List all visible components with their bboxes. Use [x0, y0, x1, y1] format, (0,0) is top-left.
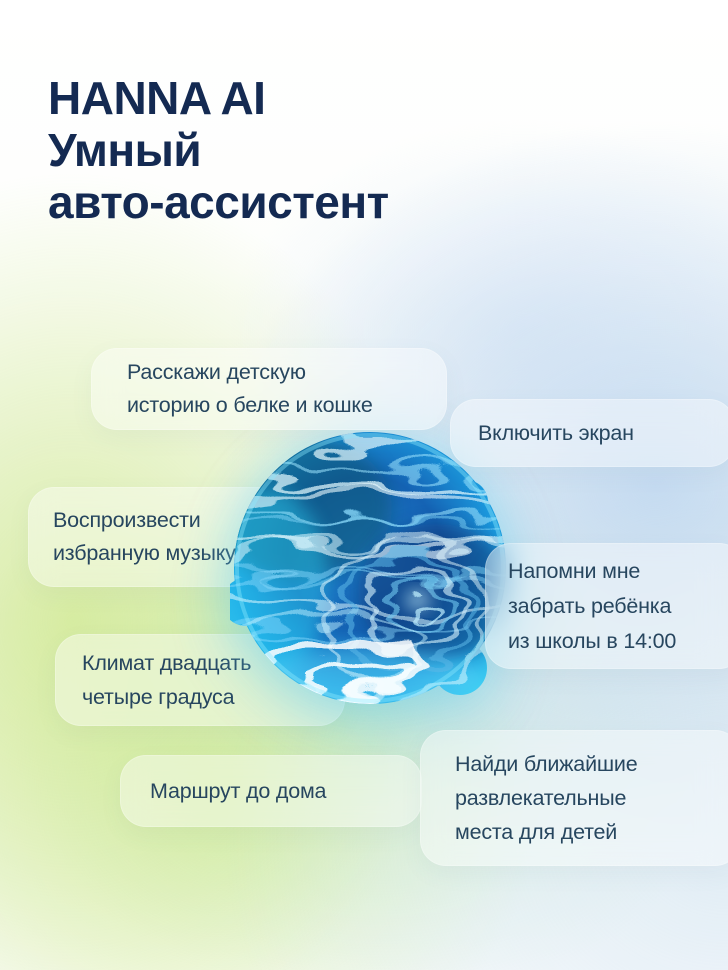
liquid-ai-sphere-icon	[230, 430, 510, 710]
bubble-text: развлекательные	[455, 786, 627, 810]
bubble-text: Климат двадцать	[82, 651, 252, 675]
voice-command-bubble-story	[91, 348, 447, 430]
page-title	[48, 72, 389, 228]
bubble-text: Включить экран	[478, 421, 634, 445]
bubble-text: места для детей	[455, 820, 618, 844]
subtitle-line-2: авто-ассистент	[48, 176, 389, 228]
bubble-text: Найди ближайшие	[455, 752, 638, 776]
voice-command-bubble-screen	[450, 399, 728, 467]
subtitle-line-1: Умный	[48, 124, 202, 176]
voice-command-bubble-route	[120, 755, 422, 827]
brand-name: HANNA AI	[48, 72, 266, 124]
bubble-text: забрать ребёнка	[508, 593, 672, 618]
bubble-text: историю о белке и кошке	[127, 393, 373, 417]
voice-command-bubble-reminder	[485, 543, 728, 669]
voice-command-bubble-places	[420, 730, 728, 866]
bubble-text: избранную музыку	[53, 541, 236, 565]
bubble-text: Воспроизвести	[53, 508, 201, 532]
bubble-text: Напомни мне	[508, 558, 641, 583]
bubble-text: Расскажи детскую	[127, 360, 306, 384]
bubble-text: Маршрут до дома	[150, 779, 327, 803]
bubble-text: четыре градуса	[82, 685, 235, 709]
bubble-text: из школы в 14:00	[508, 628, 677, 653]
